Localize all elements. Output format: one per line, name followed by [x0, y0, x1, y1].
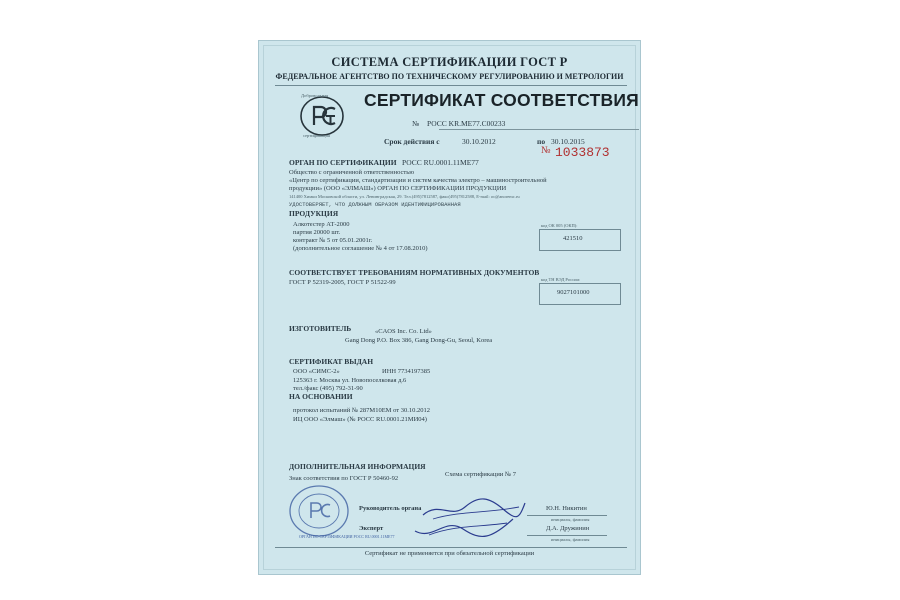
- valid-to: 30.10.2015: [551, 137, 585, 146]
- organ-address: 141400 Химки Московской области, ул. Ленинградская, 29. Тел.(495)7812587, факс(495)7812588, E-mail: oc@anoremc.ru: [289, 194, 520, 199]
- issued-company: ООО «СИМС-2»: [293, 368, 340, 375]
- stamp-icon: [287, 483, 351, 539]
- head-sign-line: [527, 515, 607, 516]
- okp-label: код ОК 005 (ОКП):: [541, 223, 578, 228]
- expert-signature-icon: [409, 511, 519, 543]
- basis-line-1: протокол испытаний № 287М10ЕМ от 30.10.2012: [293, 407, 430, 414]
- certificate-document: [258, 40, 641, 575]
- requirements-standards: ГОСТ Р 52319-2005, ГОСТ Р 51522-99: [289, 279, 396, 286]
- logo-top-text: Добровольная: [301, 93, 329, 98]
- stamp-text: ОРГАН ПО СЕРТИФИКАЦИИ РОСС RU.0001.11МЕ77: [299, 534, 395, 539]
- certifies-text: УДОСТОВЕРЯЕТ, ЧТО ДОЛЖНЫМ ОБРАЗОМ ИДЕНТИФИЦИРОВАННАЯ: [289, 201, 461, 208]
- tnved-label: код ТН ВЭД России:: [541, 277, 581, 282]
- validity-label: Срок действия с: [384, 137, 440, 146]
- manufacturer-name: «CAOS Inc. Co. Ltd»: [375, 328, 432, 335]
- footer-note: Сертификат не применяется при обязательной сертификации: [364, 550, 535, 557]
- issued-address: 125363 г. Москва ул. Новопоселковая д.6: [293, 377, 407, 384]
- organ-code: РОСС RU.0001.11МЕ77: [402, 158, 479, 167]
- expert-caption: инициалы, фамилия: [551, 537, 590, 542]
- expert-label: Эксперт: [359, 525, 384, 532]
- head-label: Руководитель органа: [359, 505, 422, 512]
- mark-text: Знак соответствия по ГОСТ Р 50460-92: [289, 475, 399, 482]
- organ-label: ОРГАН ПО СЕРТИФИКАЦИИ: [289, 158, 397, 167]
- certificate-title: СЕРТИФИКАТ СООТВЕТСТВИЯ: [364, 90, 639, 110]
- okp-value: 421510: [563, 235, 583, 242]
- cert-no-value: РОСС KR.ME77.C00233: [427, 119, 506, 128]
- tnved-value: 9027101000: [557, 289, 590, 296]
- requirements-label: СООТВЕТСТВУЕТ ТРЕБОВАНИЯМ НОРМАТИВНЫХ ДОКУМЕНТОВ: [289, 268, 540, 277]
- serial-number: 1033873: [555, 145, 610, 160]
- head-caption: инициалы, фамилия: [551, 517, 590, 522]
- cert-no-label: №: [412, 119, 420, 128]
- footer-divider: [275, 547, 627, 548]
- product-line-1: Алкотестер АТ-2000: [293, 221, 350, 228]
- agency-title: ФЕДЕРАЛЬНОЕ АГЕНТСТВО ПО ТЕХНИЧЕСКОМУ РЕГУЛИРОВАНИЮ И МЕТРОЛОГИИ: [275, 72, 624, 81]
- scheme-text: Схема сертификации № 7: [445, 471, 516, 478]
- expert-name: Д.А. Дружинин: [546, 525, 590, 532]
- basis-label: НА ОСНОВАНИИ: [289, 392, 353, 401]
- issued-inn: ИНН 7734197385: [382, 368, 431, 375]
- system-title: СИСТЕМА СЕРТИФИКАЦИИ ГОСТ Р: [331, 55, 568, 69]
- basis-line-2: ИЦ ООО «Элмаш» (№ РОСС RU.0001.21МИ04): [293, 416, 427, 423]
- rst-logo-icon: [299, 95, 345, 137]
- logo-bottom-text: сертификация: [303, 133, 330, 138]
- expert-sign-line: [527, 535, 607, 536]
- product-line-3: контракт № 5 от 05.01.2001г.: [293, 237, 373, 244]
- issued-label: СЕРТИФИКАТ ВЫДАН: [289, 357, 374, 366]
- issued-phone: тел./факс (495) 792-31-90: [293, 385, 363, 392]
- header-divider: [275, 85, 627, 86]
- product-line-4: (дополнительное соглашение № 4 от 17.08.2010): [293, 245, 428, 252]
- serial-label: №: [541, 145, 551, 156]
- organ-line-3: продукции» (ООО «ЭЛМАШ») ОРГАН ПО СЕРТИФИКАЦИИ ПРОДУКЦИИ: [289, 185, 507, 192]
- organ-line-2: «Центр по сертификации, стандартизации и систем качества электро – машиностроительной: [289, 177, 547, 184]
- manufacturer-address: Gang Dong P.O. Box 386, Gang Dong-Gu, Seoul, Korea: [345, 337, 493, 344]
- valid-from: 30.10.2012: [462, 137, 496, 146]
- valid-to-label: по: [537, 137, 546, 146]
- product-line-2: партия 20000 шт.: [293, 229, 341, 236]
- manufacturer-label: ИЗГОТОВИТЕЛЬ: [289, 324, 352, 333]
- additional-label: ДОПОЛНИТЕЛЬНАЯ ИНФОРМАЦИЯ: [289, 462, 426, 471]
- product-label: ПРОДУКЦИЯ: [289, 209, 339, 218]
- cert-no-underline: [439, 129, 639, 130]
- head-name: Ю.Н. Никитин: [546, 505, 587, 512]
- organ-line-1: Общество с ограниченной ответственностью: [289, 169, 415, 176]
